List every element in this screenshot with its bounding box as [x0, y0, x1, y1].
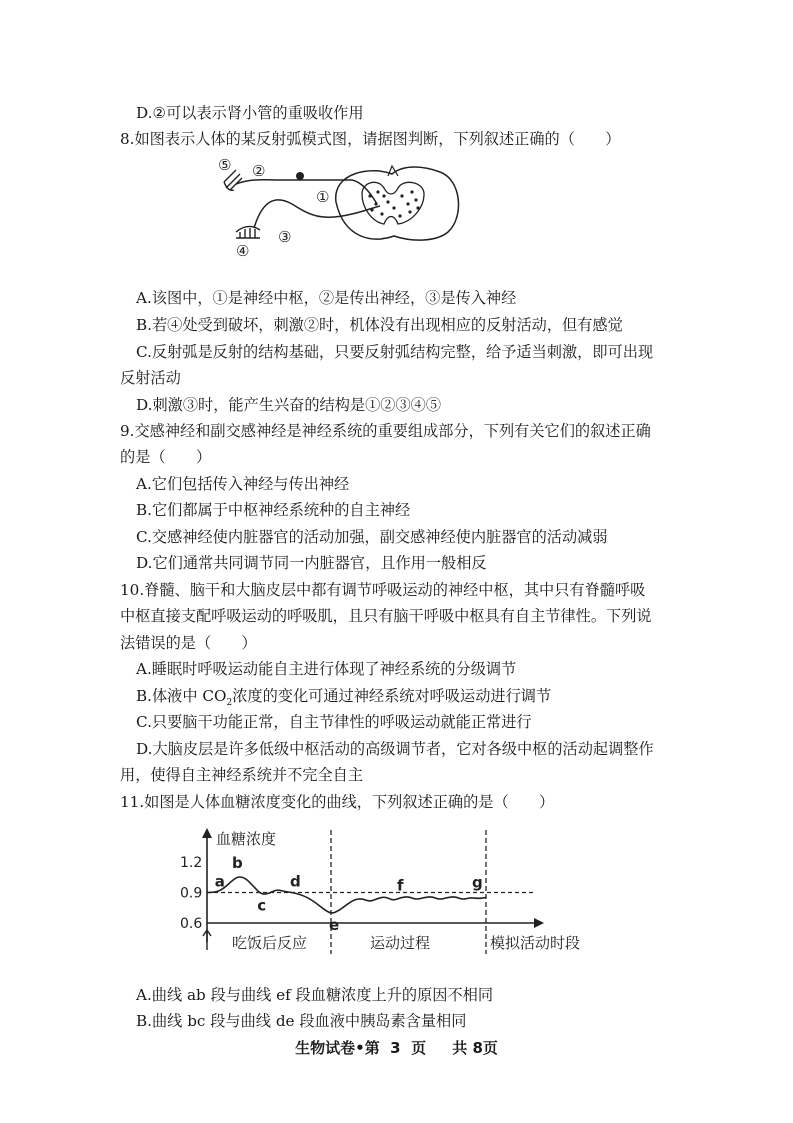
q11-option-b: B.曲线 bc 段与曲线 de 段血液中胰岛素含量相同 — [136, 1012, 467, 1030]
q9-option-a: A.它们包括传入神经与传出神经 — [136, 475, 350, 493]
q10-stem-cont-2: 法错误的是（ ） — [120, 634, 257, 652]
receptor-mark — [236, 226, 260, 238]
q10-stem: 10.脊髓、脑干和大脑皮层中都有调节呼吸运动的神经中枢，其中只有脊髓呼吸 — [120, 581, 646, 599]
spinal-cord-outline — [336, 167, 459, 240]
footer-total-pre: 共 — [452, 1039, 468, 1057]
reflex-arc-diagram — [212, 152, 476, 264]
q8-option-b: B.若④处受到破坏，刺激②时，机体没有出现相应的反射活动，但有感觉 — [136, 316, 623, 334]
q11-stem: 11.如图是人体血糖浓度变化的曲线，下列叙述正确的是（ ） — [120, 793, 555, 811]
page-footer — [0, 1037, 793, 1058]
y-axis-arrow — [202, 828, 212, 838]
glucose-curve — [207, 877, 486, 913]
label-4: ④ — [236, 242, 250, 260]
q10-stem-cont-1: 中枢直接支配呼吸运动的呼吸肌，且只有脑干呼吸中枢具有自主节律性。下列说 — [120, 607, 652, 625]
q8-option-a: A.该图中，①是神经中枢，②是传出神经，③是传入神经 — [136, 289, 517, 307]
point-label-c: c — [257, 896, 267, 915]
q9-stem: 9.交感神经和副交感神经是神经系统的重要组成部分，下列有关它们的叙述正确 — [120, 422, 651, 440]
q9-stem-cont: 的是（ ） — [120, 448, 212, 466]
footer-total: 8页 — [472, 1039, 498, 1057]
label-5: ⑤ — [218, 156, 232, 174]
q9-option-d: D.它们通常共同调节同一内脏器官，且作用一般相反 — [136, 554, 487, 572]
point-label-g: g — [472, 873, 483, 892]
q9-option-c: C.交感神经使内脏器官的活动加强，副交感神经使内脏器官的活动减弱 — [136, 528, 608, 546]
point-label-a: a — [214, 872, 225, 891]
q10-option-a: A.睡眠时呼吸运动能自主进行体现了神经系统的分级调节 — [136, 660, 517, 678]
q8-option-c: C.反射弧是反射的结构基础，只要反射弧结构完整，给予适当刺激，即可出现 — [136, 343, 654, 361]
label-1: ① — [316, 188, 330, 206]
footer-page-post: 页 — [411, 1039, 427, 1057]
footer-page-num: 3 — [390, 1039, 401, 1057]
q8-option-d: D.刺激③时，能产生兴奋的结构是①②③④⑤ — [136, 396, 442, 414]
blood-glucose-chart — [180, 822, 581, 962]
footer-page-pre: 第 — [364, 1039, 380, 1057]
point-label-d: d — [290, 872, 301, 891]
point-label-b: b — [232, 854, 243, 873]
footer-bullet: • — [355, 1039, 365, 1057]
footer-subject: 生物试卷 — [295, 1039, 356, 1057]
segment-label-exercise: 运动过程 — [370, 934, 431, 952]
origin-up-arrow — [203, 930, 211, 950]
gray-matter-dots — [368, 190, 419, 217]
x-axis-arrow — [534, 918, 544, 928]
q10-option-c: C.只要脑干功能正常，自主节律性的呼吸运动就能正常进行 — [136, 713, 532, 731]
q8-option-c-cont: 反射活动 — [120, 369, 181, 387]
label-2: ② — [252, 162, 266, 180]
label-3: ③ — [278, 228, 292, 246]
y-axis-label: 血糖浓度 — [216, 830, 277, 848]
q9-option-b: B.它们都属于中枢神经系统种的自主神经 — [136, 501, 411, 519]
q10-option-b: B.体液中 $CO_2$浓度的变化可通过神经系统对呼吸运动进行调节 — [136, 687, 552, 709]
q7-option-d: D.②可以表示肾小管的重吸收作用 — [136, 104, 364, 122]
q11-option-a: A.曲线 ab 段与曲线 ef 段血糖浓度上升的原因不相同 — [136, 986, 494, 1004]
y-tick-label: 1.2 — [180, 855, 203, 871]
q10-option-d: D.大脑皮层是许多低级中枢活动的高级调节者，它对各级中枢的活动起调整作 — [136, 740, 654, 758]
point-label-e: e — [329, 915, 340, 934]
segment-label-meal: 吃饭后反应 — [232, 934, 308, 952]
y-tick-label: 0.6 — [180, 916, 203, 932]
y-tick-label: 0.9 — [180, 885, 203, 902]
q10-option-d-cont: 用，使得自主神经系统并不完全自主 — [120, 766, 363, 784]
gray-matter — [362, 182, 424, 224]
point-label-f: f — [397, 876, 404, 895]
q8-stem: 8.如图表示人体的某反射弧模式图，请据图判断，下列叙述正确的（ ） — [120, 130, 621, 148]
segment-label-simulation: 模拟活动时段 — [490, 934, 581, 952]
nerve-fiber-2 — [236, 180, 377, 204]
